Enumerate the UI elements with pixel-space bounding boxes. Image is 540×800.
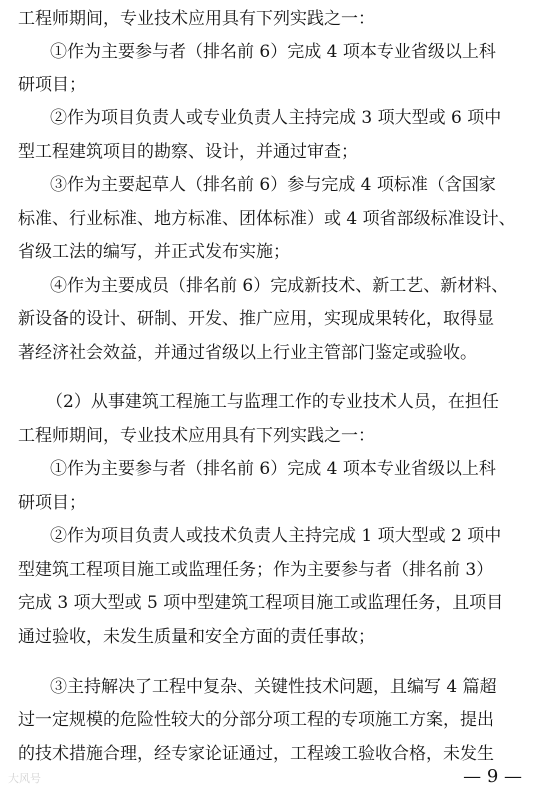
body-line: 工程师期间，专业技术应用具有下列实践之一： [18, 9, 375, 29]
body-line: ①作为主要参与者（排名前 6）完成 4 项本专业省级以上科 [50, 42, 496, 62]
body-line: ①作为主要参与者（排名前 6）完成 4 项本专业省级以上科 [50, 459, 496, 479]
body-line: 通过验收，未发生质量和安全方面的责任事故； [18, 627, 375, 647]
watermark: 大风号 [8, 772, 41, 785]
body-line: 型建筑工程项目施工或监理任务；作为主要参与者（排名前 3） [18, 560, 494, 580]
body-line: 工程师期间，专业技术应用具有下列实践之一： [18, 426, 375, 446]
body-line: 著经济社会效益，并通过省级以上行业主管部门鉴定或验收。 [18, 343, 477, 363]
body-line: 完成 3 项大型或 5 项中型建筑工程项目施工或监理任务，且项目 [18, 593, 504, 613]
body-line: 型工程建筑项目的勘察、设计，并通过审查； [18, 142, 358, 162]
body-line: 研项目； [18, 493, 86, 513]
body-line: ③作为主要起草人（排名前 6）参与完成 4 项标准（含国家 [50, 175, 496, 195]
body-line: ④作为主要成员（排名前 6）完成新技术、新工艺、新材料、 [50, 276, 509, 296]
body-line: （2）从事建筑工程施工与监理工作的专业技术人员，在担任 [46, 392, 499, 412]
body-line: 研项目； [18, 75, 86, 95]
body-line: 省级工法的编写，并正式发布实施； [18, 242, 290, 262]
body-line: 标准、行业标准、地方标准、团体标准）或 4 项省部级标准设计、 [18, 209, 516, 229]
body-line: ③主持解决了工程中复杂、关键性技术问题，且编写 4 篇超 [50, 677, 497, 697]
body-line: 过一定规模的危险性较大的分部分项工程的专项施工方案，提出 [18, 710, 494, 730]
body-line: 新设备的设计、研制、开发、推广应用，实现成果转化，取得显 [18, 309, 494, 329]
page-number: — 9 — [463, 766, 522, 787]
body-line: 的技术措施合理，经专家论证通过，工程竣工验收合格，未发生 [18, 744, 494, 764]
body-line: ②作为项目负责人或技术负责人主持完成 1 项大型或 2 项中 [50, 526, 502, 546]
body-line: ②作为项目负责人或专业负责人主持完成 3 项大型或 6 项中 [50, 108, 502, 128]
